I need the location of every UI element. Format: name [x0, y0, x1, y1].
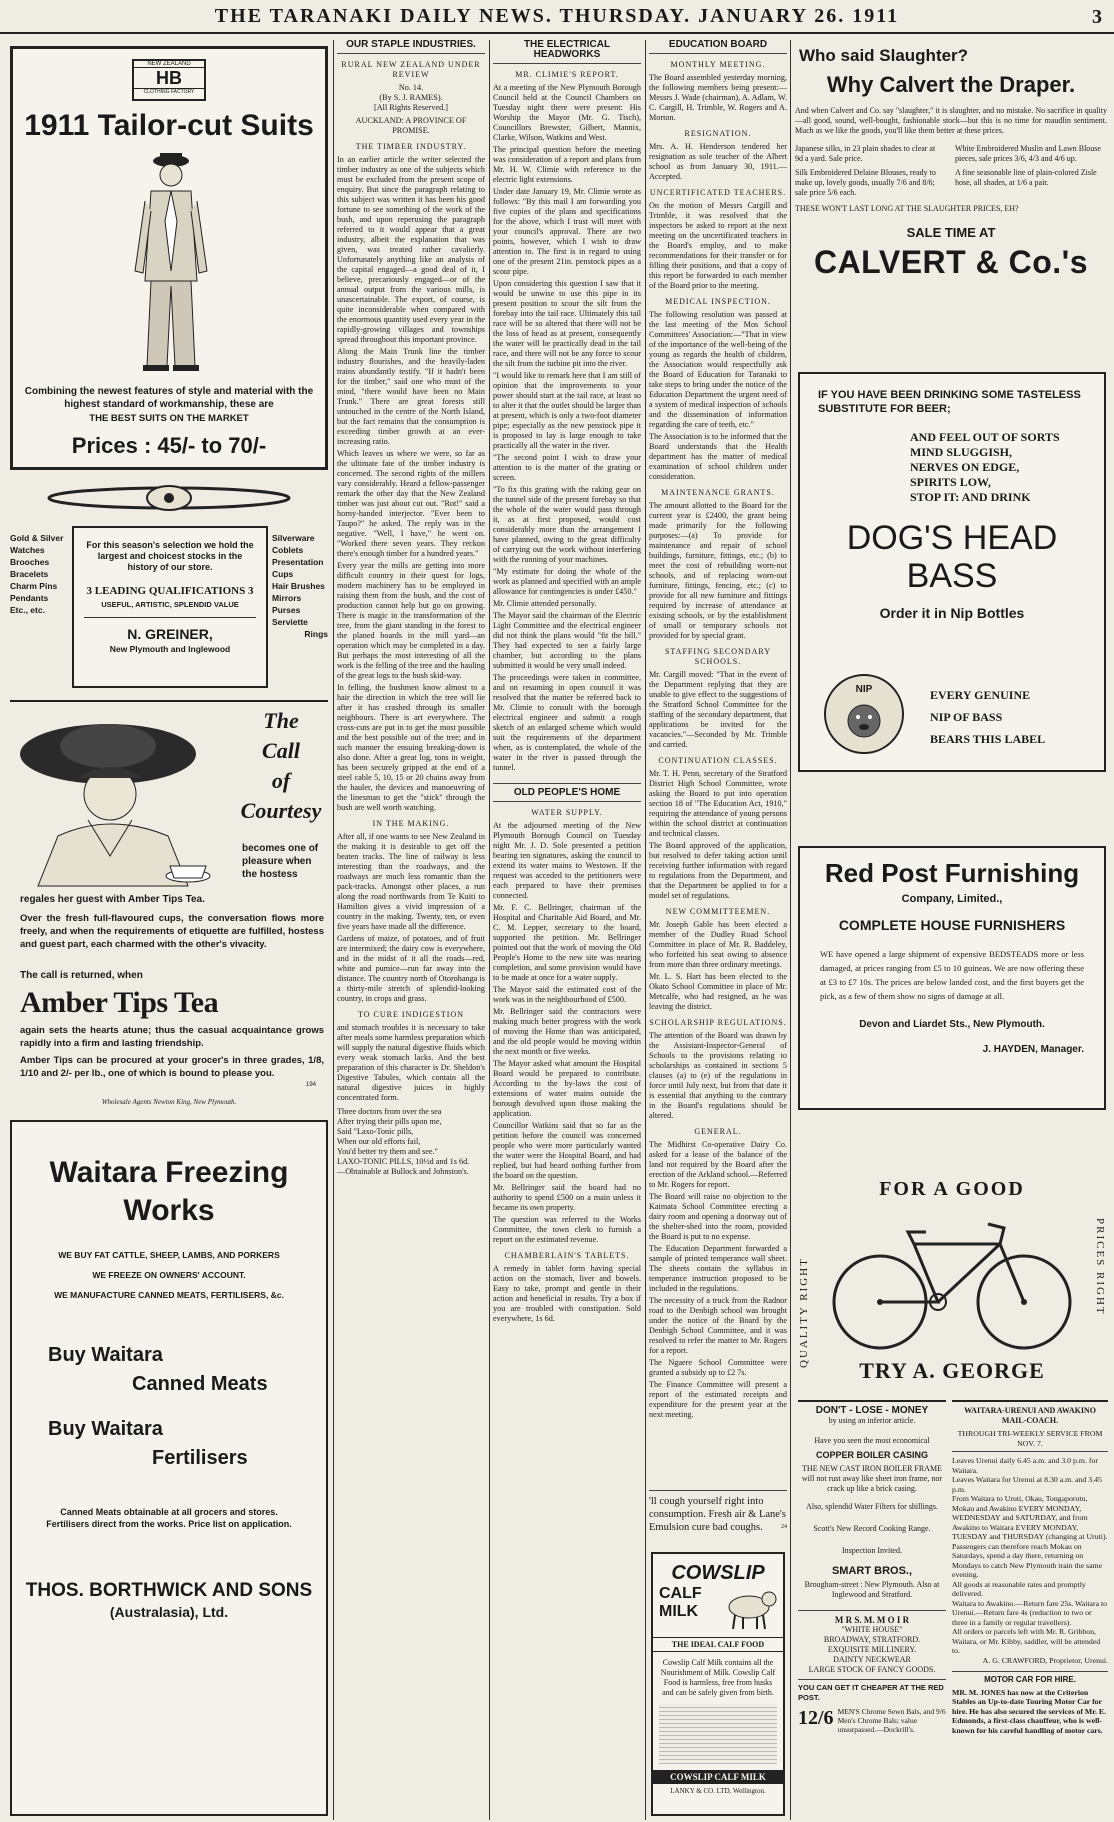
waitara-coach-ad: WAITARA-URENUI AND AWAKINO MAIL-COACH. THROUGH TRI-WEEKLY SERVICE FROM NOV. 7. Leaves Urenui daily 6.45 a.m. and 3.0 p.m. for Waitara. Leaves Waitara for Urenui at 8.30 a.m. and 3.45 p.m. From Waitara to Uruti, Okau, Tongaporutu, Mokau and Awakino EVERY MONDAY, WEDNESDAY and SATURDAY, and from Awakino to Waitara EVERY MONDAY, TUESDAY and THURSDAY (changing at Uruti). Passengers can therefore reach Mokau on Saturdays, spend a day there, returning on Mondays to catch New Plymouth train the same evening. All goods at reasonable rates and promptly delivered. Waitara to Awakino.—Return fare 25s. Waitara to Urenui.—Return fare 4s (reduction to two or three in a family or regular travellers). All orders or parcels left with Mr. R. Gribbon, Waitara, or Mr. Kibby, saddler, will be attended to. A. G. CRAWFORD, Proprietor, Urenui. MOTOR CAR FOR HIRE. MR. M. JONES has now at the Criterion Stables an Up-to-date Touring Motor Car for hire. He has also secured the services of Mr. E. Edmonds, a first-class chauffeur, who is well-known for his careful handling of motor cars.	[952, 1400, 1108, 1818]
waitara-freezing-ad: Waitara Freezing Works WE BUY FAT CATTLE, SHEEP, LAMBS, AND PORKERS WE FREEZE ON OWNERS' ACCOUNT. WE MANUFACTURE CANNED MEATS, FERTILISERS, &c. Buy Waitara Canned Meats Buy Waitara Fertilisers Canned Meats obtainable at all grocers and stores. Fertilisers direct from the works. Price list on application. THOS. BORTHWICK AND SONS (Australasia), Ltd.	[10, 1120, 328, 1816]
man-figure-illustration	[125, 151, 217, 376]
hb-tagline: THE BEST SUITS ON THE MARKET	[89, 413, 249, 424]
calf-illustration	[721, 1585, 777, 1631]
column-rule	[645, 40, 646, 1820]
greiner-right-list: Silverware Coblets Presentation Cups Hair Brushes Mirrors Purses Serviette Rings	[272, 533, 328, 639]
hb-suits-ad	[10, 46, 328, 470]
greiner-left-list: Gold & Silver Watches Brooches Bracelets Charm Pins Pendants Etc., etc.	[10, 533, 64, 615]
calvert-name: CALVERT & Co.'s	[813, 244, 1089, 280]
red-post-boots-ad: YOU CAN GET IT CHEAPER AT THE RED POST. 12/6 MEN'S Chrome Sewn Bals, and 9/6 Men's Chrome Bals; value unsurpassed.—Dockrill's.	[798, 1679, 946, 1734]
bike-left-text: QUALITY RIGHT	[798, 1257, 810, 1368]
amber-brand: Amber Tips Tea	[20, 986, 219, 1019]
amber-body3: Amber Tips can be procured at your grocer's in three grades, 1/8, 1/10 and 2/- per lb., one of which is bound to please you.	[20, 1055, 324, 1079]
bike-right-text: PRICES RIGHT	[1094, 1218, 1106, 1316]
headworks-title: THE ELECTRICAL HEADWORKS	[493, 40, 641, 64]
old-peoples-home-title: OLD PEOPLE'S HOME	[493, 783, 641, 802]
hb-prices: Prices : 45/- to 70/-	[71, 433, 267, 458]
call-of-courtesy-script: The Call of Courtesy	[240, 708, 322, 823]
calvert-ad: Who said Slaughter? Why Calvert the Draper. And when Calvert and Co. say "slaughter," it is slaughter, and no mistake. No sacrifice in quality—all good, sound, well-bought, fashionable stock—but this is no time for maudlin sentiment. Much as we like the goods, you'll like them better at these prices. Japanese silks, in 23 plain shades to clear at 9d a yard. Sale price. Silk Embroidered Delaine Blouses, ready to make up, lovely goods, usually 7/6 and 8/6; sale price 5/6 each. White Embroidered Muslin and Lawn Blouse pieces, sale prices 3/6, 4/3 and 4/6 up. A fine seasonable line of plain-colored Zisle hose, all shades, at 1/6 a pair. THESE WON'T LAST LONG AT THE SLAUGHTER PRICES, EH? SALE TIME AT CALVERT & Co.'s	[795, 46, 1107, 280]
hb-body: Combining the newest features of style and material with the highest standard of workmanship, these are	[24, 386, 314, 410]
staple-industries-column: OUR STAPLE INDUSTRIES. RURAL NEW ZEALAND UNDER REVIEW No. 14. (By S. J. RAMES). [All Rights Reserved.] AUCKLAND: A PROVINCE OF PROMISE. THE TIMBER INDUSTRY. In an earlier article the writer selected the timber industry as one of the subjects which must be excluded from the present scope of enquiry. But since the paragraph relating to this subject was written it has been his good fortune to see something of the work of the bush, and upon reperusing the paragraph referred to it would appear that a great industry, albeit the explanation that was given, was treated rather cavalierly. Unfortunately anything like an analysis of the capital engaged—a good deal of it, I believe, precariously engaged—or of the annual output from the various mills, is unascertainable. The export, of course, is quite inconsiderable when compared with the enormous quantity used every year in the rapidly-growing villages and townships spread throughout this important province. Along the Main Trunk line the timber industry flourishes, and the heavily-laden trains abundantly testify. "If it hadn't been for the timber," said one who must of the mind, "there would have been no Main Trunk." There are great forests still untouched in the centre of the North Island, but the fact remains that the consumption is exceeding timber growth at an ever-increasing ratio. Which leaves us where we were, so far as the ultimate fate of the timber industry is concerned. The second rights of the millers vary considerably. Heard a fellow-passenger remark the other day that the New Zealand timber was just about cut out. "Rot!" said a horny-handed interjector. "Ever been to Taupo?" he asked. The reply was in the negative. "Well, I have," he went on. "Worked there seven years. They reckon there's enough timber for a hundred years." Every year the mills are getting into more difficult country in their quest for logs, modern machinery has to be employed in raising them from the bush, and the cost of production cannot help but go on growing. There is magic in the transformation of the tree, from the giant standing in the forest to the planed boards in the mill yard—an operation which may be completed in a day. But perhaps the most interesting of all the work is the felling of the tree and the hauling of the great logs to the bush skid-way. In felling, the bushmen know almost to a hair the direction in which the tree will lie after it has crashed through its smaller neighbours. There is art everywhere. The cross-cuts are put in to get the most possible and the best possible out of the tree; and in such manner the ensuing breaking-down is also done. After a great log, tons in weight, has been securely gripped at the end of a steel cable 5, 10, 15 or 20 chains away from the hauler, the devices and manoeuvring of the linesman to get the "stick" through the bush are well worth watching. IN THE MAKING. After all, if one wants to see New Zealand in the making it is desirable to get off the beaten tracks. The line of railway is less interesting than the roadways, and the roadways are much less romantic than the pack-tracks. Amongst other places, a run along the road northwards from Te Kuiti to Hamilton gives a vivid impression of a country in the making. Twenty, ten, or even five years have made all the difference. Gardens of maize, of potatoes, and of fruit are intermixed; the dairy cow is everywhere, and in the midst of it all the roads—red, white and pumice—run far away into the distance. The country north of Otorohanga is a thirty-mile stretch of splendid-looking country, in crops and grass. TO CURE INDIGESTION and stomach troubles it is necessary to take after meals some harmless preparation which will supply the natural digestive fluids which every weak stomach lacks. And the best preparation of this character is Dr. Sheldon's Digestive Tabules, which contain all the natural digestive juices in highly concentrated form. Three doctors from over the sea After trying their pills upon me, Said "Laxo-Tonic pills, When our old efforts fail, You'd better try them and see." LAXO-TONIC PILLS, 10½d and 1s 6d. —Obtainable at Bullock and Johnston's.	[337, 39, 486, 1176]
laxo-tonic-ad: Three doctors from over the sea After trying their pills upon me, Said "Laxo-Tonic pills, When our old efforts fail, You'd better try them and see." LAXO-TONIC PILLS, 10½d and 1s 6d. —Obtainable at Bullock and Johnston's.	[337, 1107, 470, 1176]
lanes-emulsion-ad: 'll cough yourself right into consumption. Fresh air & Lane's Emulsion cure bad coughs. 24	[649, 1490, 787, 1546]
column-rule	[790, 40, 791, 1820]
slaughter-question: Who said Slaughter?	[799, 46, 969, 65]
greiner-ad	[10, 480, 328, 694]
amber-returned: The call is returned, when	[20, 970, 143, 981]
cowslip-calf-milk-ad: COWSLIP CALF MILK THE IDEAL CALF FOOD Cowslip Calf Milk contains all the Nourishment of Milk. Cowslip Calf Food is harmless, free from husks and can be safely given from birth. COWSLIP CALF MILK LANKY & CO. LTD. Wellington.	[651, 1552, 785, 1816]
bicycle-ad: FOR A GOOD QUALITY RIGHT PRICES RIGHT TRY A. GEORGE	[798, 1178, 1106, 1383]
greiner-box: For this season's selection we hold the largest and choicest stocks in the history of our store. 3 LEADING QUALIFICATIONS 3 USEFUL, ARTISTIC, SPLENDID VALUE N. GREINER, New Plymouth and Inglewood	[72, 526, 268, 688]
column-rule	[489, 40, 490, 1820]
education-title: EDUCATION BOARD	[649, 40, 787, 54]
hb-logo: NEW ZEALAND HB CLOTHING FACTORY	[132, 59, 206, 101]
masthead-title: THE TARANAKI DAILY NEWS. THURSDAY. JANUARY 26. 1911	[214, 4, 900, 27]
electrical-headworks-column: THE ELECTRICAL HEADWORKS MR. CLIMIE'S REPORT. At a meeting of the New Plymouth Borough Council held at the Council Chambers on Tuesday night there were present: His Worship the Mayor (Mr. G. Tisch), Councillors Brewster, Gilbert, Mannix, Clarke, Wilson, Watkins and West. The principal question before the meeting was consideration of a report and plans from Mr. H. W. Climie with reference to the electric light extensions. Under date January 19, Mr. Climie wrote as follows: "By this mail I am forwarding you five copies of the plans and specifications for the above, which I trust will meet with your council's approval. There are two points, however, which I wish to draw attention to. The first is in regard to using one of the present 21in. penstock pipes as a scour pipe. Upon considering this question I saw that it would be unwise to use this pipe in its present position to scour the silt from the forebay into the tail race. Ultimately this tail race will be so altered that there will not be the loss of head as at present, consequently the water will be practically dead in the tail race, and there will not be any force to scour the silt from the turbine pit into the river. "I would like to remark here that I am still of opinion that the improvements to your power should start at the tail race, at least so to alter it that the outlet should be larger than at present, which is only a two-foot diameter pipe; especially as the new penstock pipe it is proposed to lay is large enough to take practically all the water in the river. "The second point I wish to draw your attention to is the matter of the grating or screen. "To fix this grating with the raking gear on the tunnel side of the present forebay so that the whole of the water would pass through it, as at first proposed, would cost considerably more than the arrangement I have planned, owing to the great difficulty of carrying out the work without interfering with the running of your machines. "My estimate for doing the whole of the work as planned and specified with an ample allowance for contingencies is under £450." Mr. Climie attended personally. The Mayor said the chairman of the Electric Light Committee and the electrical engineer did not think the plans would "fit the bill." They had expected to see a fairly large chamber, but according to the plans submitted it would be very small indeed. The proceedings were taken in committee, and on resuming in open council it was resolved that the matter be referred back to Mr. Climie to consult with the borough electrical engineer and submit a rough sketch of an enlarged scheme which would suit the requirements of the department when, as is contemplated, the whole of the water in the river is passed through the tunnel. OLD PEOPLE'S HOME WATER SUPPLY. At the adjourned meeting of the New Plymouth Borough Council on Tuesday night Mr. J. D. Sole presented a petition bearing ten signatures, asking the council to extend its water mains to Westown. If the request was acceded to the petitioners were each prepared to have their premises connected. Mr. F. C. Bellringer, chairman of the Hospital and Charitable Aid Board, and Mr. C. M. Lepper, secretary to the board, supported the petition. Mr. Bellringer pointed out that the work of moving the Old People's Home to the new site was nearing completion, and some provision would have to be made at once for a water supply. The Mayor said the estimated cost of the work was in the neighbourhood of £500. Mr. Bellringer said the contractors were making much better progress with the work of moving the Home than was anticipated, and the old people would be moving within the next month or five weeks. The Mayor asked what amount the Hospital Board would be prepared to contribute. According to the by-laws the cost of extensions of water mains outside the borough devolved upon those making the application. Councillor Watkins said that so far as the petition before the council was concerned people who were more particularly wanted the water were the Hospital Board, and had replied, but had heard nothing further from the board on the question. Mr. Bellringer said the board had no authority to spend £500 on a main unless it became its own property. The question was referred to the Works Committee, the town clerk to furnish a report on the estimated revenue. CHAMBERLAIN'S TABLETS. A remedy in tablet form having special action on the stomach, liver and bowels. Easy to take, prompt and gentle in their action and beneficial in results. Try a box if you are troubled with constipation. Sold everywhere, 1s 6d.	[493, 39, 641, 1323]
bass-label-icon: NIP	[824, 674, 904, 754]
lady-illustration	[18, 716, 238, 886]
amber-side-text: becomes one of pleasure when the hostess	[242, 843, 319, 880]
dogs-head-brand: DOG'S HEAD	[846, 519, 1058, 557]
smart-bros-ad: DON'T - LOSE - MONEY by using an inferior article. Have you seen the most economical COPPER BOILER CASING THE NEW CAST IRON BOILER FRAME will not rust away like sheet iron frame, nor crack up like a brick casing. Also, splendid Water Filters for shillings. Scott's New Record Cooking Range. Inspection Invited. SMART BROS., Brougham-street : New Plymouth. Also at Inglewood and Stratford. M R S. M. M O I R "WHITE HOUSE" BROADWAY, STRATFORD. EXQUISITE MILLINERY. DAINTY NECKWEAR LARGE STOCK OF FANCY GOODS. YOU CAN GET IT CHEAPER AT THE RED POST. 12/6 MEN'S Chrome Sewn Bals, and 9/6 Men's Chrome Bals; value unsurpassed.—Dockrill's.	[798, 1400, 946, 1818]
amber-line1: regales her guest with Amber Tips Tea.	[20, 894, 205, 905]
staple-title: OUR STAPLE INDUSTRIES.	[337, 40, 485, 54]
bracelet-illustration	[10, 480, 328, 516]
bicycle-illustration	[828, 1214, 1076, 1354]
try-a-george: TRY A. GEORGE	[859, 1358, 1045, 1383]
page-number: 3	[1092, 6, 1104, 28]
slaughter-answer: Why Calvert the Draper.	[826, 72, 1076, 97]
amber-body1: Over the fresh full-flavoured cups, the conversation flows more freely, and when the requirements of etiquette are fulfilled, hostess and guest part, each charmed with the other's vivacity.	[20, 913, 324, 950]
amber-tips-ad	[10, 700, 328, 1108]
column-rule	[333, 40, 334, 1820]
amber-code: 194	[305, 1082, 316, 1088]
moir-ad: M R S. M. M O I R "WHITE HOUSE" BROADWAY, STRATFORD. EXQUISITE MILLINERY. DAINTY NECKWEAR LARGE STOCK OF FANCY GOODS.	[798, 1610, 946, 1675]
dogs-head-bass-ad: IF YOU HAVE BEEN DRINKING SOME TASTELESS SUBSTITUTE FOR BEER; AND FEEL OUT OF SORTS MIND SLUGGISH, NERVES ON EDGE, SPIRITS LOW, STOP IT: AND DRINK DOG'S HEAD BASS Order it in Nip Bottles NIP EVERY GENUINE NIP OF BASS BEARS THIS LABEL	[798, 372, 1106, 772]
red-post-furnishing-ad: Red Post Furnishing Company, Limited., COMPLETE HOUSE FURNISHERS WE have opened a large shipment of expensive BEDSTEADS more or less damaged, at prices ranging from £5 to 10 guineas. We are now offering these at £3 to £7 10s. The prices are below landed cost, and the first buyers get the pick, as a few of them show no signs of damage at all. Devon and Liardet Sts., New Plymouth. J. HAYDEN, Manager.	[798, 846, 1106, 1110]
amber-body2: again sets the hearts atune; thus the casual acquaintance grows rapidly into a firm and lasting friendship.	[20, 1025, 324, 1049]
masthead	[0, 0, 1114, 34]
hb-headline: 1911 Tailor-cut Suits	[24, 109, 314, 142]
motor-car-heading: MOTOR CAR FOR HIRE.	[952, 1671, 1108, 1685]
amber-agents: Wholesale Agents Newton King, New Plymouth.	[101, 1098, 237, 1106]
education-board-column: EDUCATION BOARD MONTHLY MEETING. The Board assembled yesterday morning, the following members being present:—Messrs J. Wade (chairman), A. Adlam, W. C. Cargill, H. Trimble, W. Rogers and A. Morton. RESIGNATION. Mrs. A. H. Henderson tendered her resignation as sole teacher of the Albert school as from January 30, 1911.—Accepted. UNCERTIFICATED TEACHERS. On the motion of Messrs Cargill and Trimble, it was resolved that the inspectors be asked to report at the next meeting on the uncertificated teachers in the Board's employ, and to make recommendations for their transfer or for filling their positions, and that a copy of this report be forwarded to each member of the Board prior to the meeting. MEDICAL INSPECTION. The following resolution was passed at the last meeting of the Mos School Committees' Association:—"That in view of the importance of the well-being of the young as regards the health of children, the Association would respectfully ask the Board of Education for Taranaki to take steps to bring under the notice of the Education Department the urgent need of a system of medical inspection of schools and the dissemination of information regarding the care of teeth, etc." The Association is to be informed that the Board understands that the Health department has the matter of medical examination of school children under consideration. MAINTENANCE GRANTS. The amount allotted to the Board for the current year is £2400, the grant being made primarily for the following purposes:—(a) To provide for maintenance and repair of school buildings, furniture, fittings, etc.; (b) to meet the cost of rebuilding worn-out schools, and of replacing worn-out furniture, fittings, fencing, etc.; (c) to provide for all new furniture and fittings required by increase of attendance at existing schools, or by the establishment of small or temporary schools not provided for by special grant. STAFFING SECONDARY SCHOOLS. Mr. Cargill moved: "That in the event of the Department replying that they are unable to give effect to the suggestions of the Stratford School Committee for the staffing of the secondary department, that applications be invited for the vacancies."—Seconded by Mr. Trimble and carried. CONTINUATION CLASSES. Mr. T. H. Penn, secretary of the Stratford District High School Committee, wrote asking the Board to put into operation section 18 of "The Education Act, 1910," requiring the attendance of young persons within the school district at continuation and technical classes. The Board approved of the application, but resolved to defer taking action until receiving further information with regard to regulations from the Department, and that the Department be applied to for a model set of regulations. NEW COMMITTEEMEN. Mr. Joseph Gable has been elected a member of the Dudley Road School Committee in place of Mr. R. Baddeley, who forfeited his seat owing to absence from more than three ordinary meetings. Mr. L. S. Hart has been elected to the Okato School Committee in place of Mr. Metcalfe, who had resigned, as he was leaving the district. SCHOLARSHIP REGULATIONS. The attention of the Board was drawn by the Assistant-Inspector-General of Schools to the provisions relating to scholarships as contained in sections 5 clauses (a) to (e) of the regulations in force until July next, but from that date it is essential that anything to the contrary in the Board's regulations should be altered. GENERAL. The Midhirst Co-operative Dairy Co. asked for a lease of the balance of the land not required by the Board after the erection of the Arkland school.—Referred to Mr. Rogers for report. The Board will raise no objection to the Kaimata School Committee erecting a dairy room and opening a doorway out of the shelter-shed into the room, provided the Board is put to no expense. The Education Department forwarded a sample of printed temperance wall sheet. The sheets contain the syllabus in temperance instruction proposed to be included in the regulations. The necessity of a truck from the Radnor road to the Denbigh school was brought under the notice of the Board by the Denbigh School Committee, and it was resolved to refer the matter to Mr. Rogers for a report. The Ngaere School Committee were granted a subsidy up to £2 7s. The Finance Committee will present a report of the estimated receipts and expenditure for the present year at the next meeting.	[649, 39, 787, 1419]
fine-print	[659, 1704, 777, 1764]
